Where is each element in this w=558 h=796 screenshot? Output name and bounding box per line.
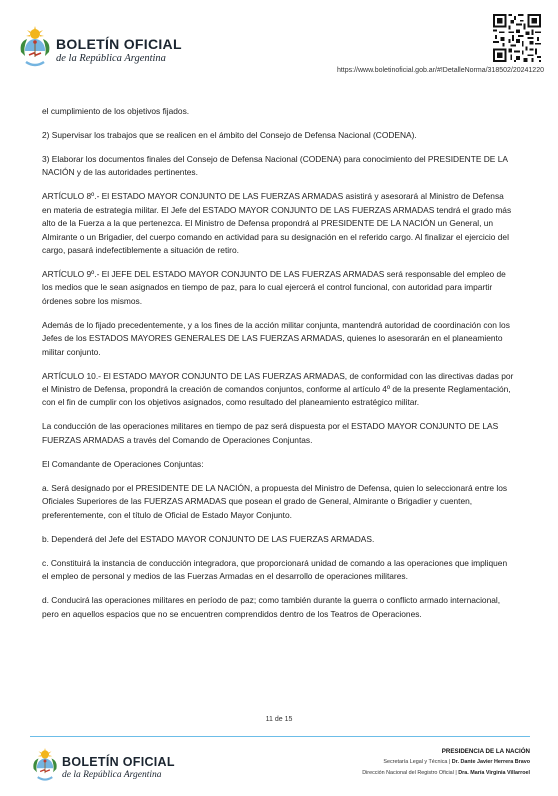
paragraph: ARTÍCULO 10.- El ESTADO MAYOR CONJUNTO DE LAS FUERZAS ARMADAS, de conformidad con las directivas dadas por el Ministro de Defensa, propondrá la creación de comandos conjuntos, conforme al artículo 4º de la presente Reglamentación, con el fin de cumplir con los objetivos asignados, como resultado del planeamiento estratégico militar. bbox=[42, 370, 514, 408]
paragraph: ARTÍCULO 9º.- El JEFE DEL ESTADO MAYOR CONJUNTO DE LAS FUERZAS ARMADAS será responsable del empleo de los medios que le sean asignados en tiempo de paz, para lo cual ejercerá el control funcional, con autoridad para impartir órdenes sobre los mismos. bbox=[42, 269, 506, 306]
paragraph: a. Será designado por el PRESIDENTE DE LA NACIÓN, a propuesta del Ministro de Defensa, quien lo seleccionará entre los Oficiales Superiores de las FUERZAS ARMADAS que posean el grado de General, Almirante o Brigadier y cuenten, preferentemente, con el título de Oficial de Estado Mayor Conjunto. bbox=[42, 482, 508, 520]
paragraph: El Comandante de Operaciones Conjuntas: bbox=[42, 458, 204, 469]
paragraph: La conducción de las operaciones militares en tiempo de paz será dispuesta por el ESTADO MAYOR CONJUNTO DE LAS FUERZAS ARMADAS a través del Comando de Operaciones Conjuntas. bbox=[42, 421, 499, 445]
paragraph: 2) Supervisar los trabajos que se realicen en el ámbito del Consejo de Defensa Nacional (CODENA). bbox=[42, 130, 417, 140]
presidencia-label: PRESIDENCIA DE LA NACIÓN bbox=[441, 748, 530, 755]
document-url[interactable]: https://www.boletinoficial.gob.ar/#!DetalleNorma/318502/20241220 bbox=[336, 67, 544, 74]
direccion-label: Dirección Nacional del Registro Oficial | bbox=[362, 770, 459, 776]
brand-title: BOLETÍN OFICIAL bbox=[56, 36, 182, 52]
coat-of-arms-icon bbox=[14, 24, 56, 70]
secretaria-label: Secretaría Legal y Técnica | bbox=[383, 759, 452, 765]
direccion-line bbox=[362, 768, 530, 779]
paragraph: ARTÍCULO 8º.- El ESTADO MAYOR CONJUNTO DE LAS FUERZAS ARMADAS asistirá y asesorará al Ministro de Defensa en materia de estrategia militar. El Jefe del ESTADO MAYOR CONJUNTO DE LAS FUERZAS ARMADAS tendrá el grado más alto de la Fuerza a la que pertenezca. El Ministro de Defensa propondrá al PRESIDENTE DE LA NACIÓN un General, un Almirante o un Brigadier, del cuerpo comando en actividad para su designación en el referido cargo. Al finalizar el ejercicio del cargo, pasará indefectiblemente a situación de retiro. bbox=[42, 191, 512, 256]
paragraph: Además de lo fijado precedentemente, y a los fines de la acción militar conjunta, mantendrá autoridad de coordinación con los Jefes de los ESTADOS MAYORES GENERALES DE LAS FUERZAS ARMADAS, quienes lo asesorarán en el planeamiento militar conjunto. bbox=[42, 319, 510, 357]
document-body bbox=[42, 105, 514, 632]
footer-brand-subtitle: de la República Argentina bbox=[62, 770, 162, 780]
paragraph: el cumplimiento de los objetivos fijados. bbox=[42, 106, 190, 116]
paragraph: d. Conducirá las operaciones militares en período de paz; como también durante la guerra o conflicto armado internacional, pero en aquellos espacios que no se encuentren comprendidos dentro de los Teatros de Operaciones. bbox=[42, 595, 501, 619]
secretaria-name: Dr. Dante Javier Herrera Bravo bbox=[451, 759, 530, 765]
brand-block bbox=[56, 36, 182, 65]
secretaria-line bbox=[362, 757, 530, 768]
paragraph: b. Dependerá del Jefe del ESTADO MAYOR CONJUNTO DE LAS FUERZAS ARMADAS. bbox=[42, 533, 375, 544]
paragraph: 3) Elaborar los documentos finales del Consejo de Defensa Nacional (CODENA) para conocimiento del PRESIDENTE DE LA NACIÓN y de las autoridades pertinentes. bbox=[42, 154, 508, 178]
qr-code-icon[interactable] bbox=[493, 14, 541, 62]
footer-divider bbox=[30, 736, 530, 737]
page-number: 11 de 15 bbox=[265, 716, 293, 723]
paragraph: c. Constituirá la instancia de conducción integradora, que proporcionará unidad de comando a las operaciones que impliquen el empleo de personal y medios de las Fuerzas Armadas en el desarrollo de operaciones militares. bbox=[42, 557, 508, 582]
footer-brand-title: BOLETÍN OFICIAL bbox=[62, 755, 175, 769]
direccion-name: Dra. María Virginia Villarroel bbox=[458, 770, 530, 776]
page-header bbox=[0, 0, 558, 90]
brand-subtitle: de la República Argentina bbox=[56, 53, 166, 64]
footer-credits bbox=[362, 747, 530, 779]
footer-brand bbox=[62, 755, 175, 781]
coat-of-arms-icon bbox=[28, 746, 62, 784]
